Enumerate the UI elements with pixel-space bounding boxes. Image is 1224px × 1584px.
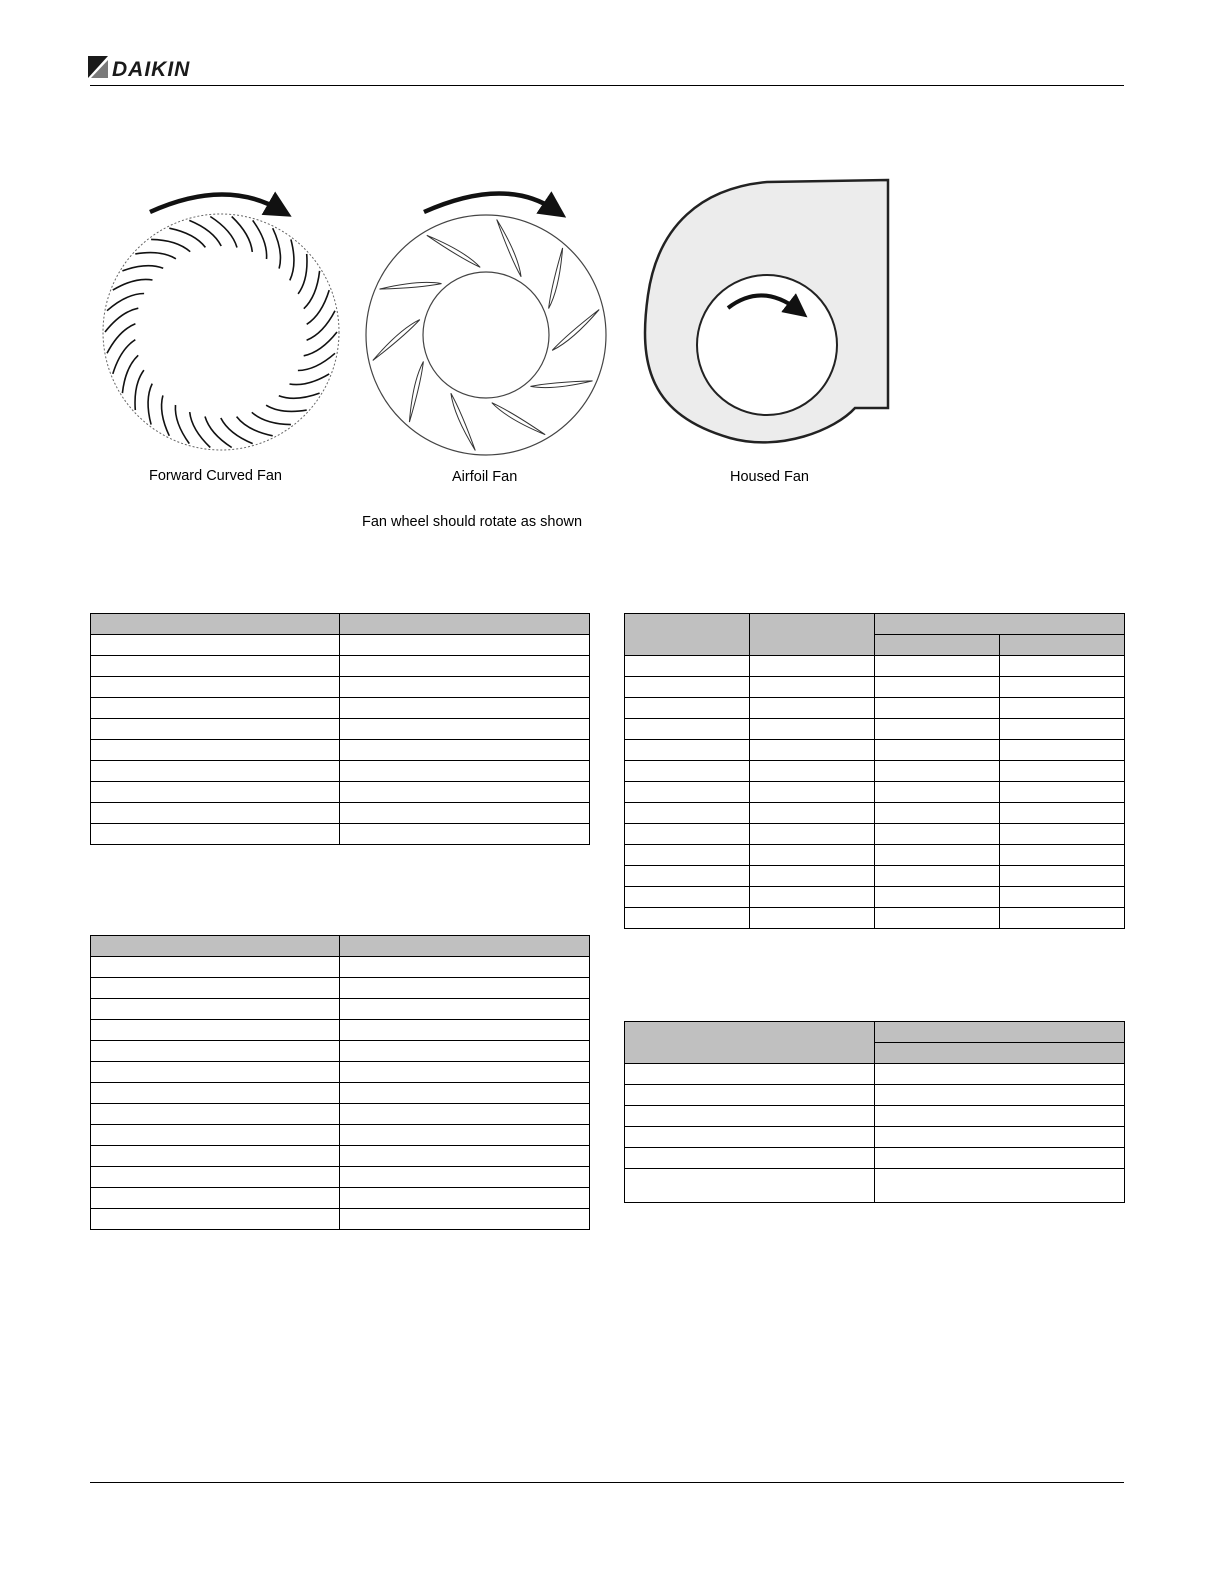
airfoil-fan-label: Airfoil Fan [452,469,518,485]
table-row [91,999,590,1020]
table-row [91,656,590,677]
table-row [625,698,1125,719]
figure-caption: Fan wheel should rotate as shown [362,514,583,530]
footer-rule [90,1482,1124,1483]
table-row [91,719,590,740]
table-row [625,1127,1125,1148]
table-header-row [91,614,590,635]
forward-curved-rotation-arrow [150,194,280,212]
table-row [625,803,1125,824]
table-row [91,1188,590,1209]
table-row [91,1062,590,1083]
table-row [625,1106,1125,1127]
forward-curved-fan-wheel-icon [103,214,339,450]
housed-fan-icon [645,180,888,442]
table-row [91,803,590,824]
header-rule [90,85,1124,86]
table-row [91,1041,590,1062]
table-row [91,740,590,761]
table-header-row [625,614,1125,635]
table-header-row [91,936,590,957]
forward-curved-fan-label: Forward Curved Fan [149,468,282,484]
fan-rotation-figure [90,170,910,550]
table-row [625,908,1125,929]
table-row [625,677,1125,698]
table-row [91,978,590,999]
table-row [625,1064,1125,1085]
table-row [625,1085,1125,1106]
table-row [91,635,590,656]
table-row [91,698,590,719]
table-row [625,740,1125,761]
airfoil-rotation-arrow [424,193,555,212]
table-row [625,887,1125,908]
table-row [91,761,590,782]
housed-fan-label: Housed Fan [730,469,809,485]
table-row [625,782,1125,803]
table-4 [624,1021,1125,1203]
table-row [625,1148,1125,1169]
table-row [91,1209,590,1230]
table-2 [90,935,590,1230]
table-row [91,1083,590,1104]
table-row [625,719,1125,740]
table-row [91,1146,590,1167]
table-row [91,1104,590,1125]
airfoil-fan-wheel-icon [366,215,606,455]
daikin-logo [88,52,218,82]
table-row [91,1020,590,1041]
table-row [625,866,1125,887]
table-row [625,656,1125,677]
table-header-row [625,1022,1125,1043]
table-row [625,824,1125,845]
table-1 [90,613,590,845]
table-row [625,1169,1125,1203]
table-3 [624,613,1125,929]
table-row [91,957,590,978]
table-row [91,824,590,845]
daikin-logo-text: DAIKIN [112,58,191,81]
table-row [91,782,590,803]
table-row [91,1167,590,1188]
table-row [91,1125,590,1146]
table-row [625,761,1125,782]
table-row [91,677,590,698]
table-row [625,845,1125,866]
